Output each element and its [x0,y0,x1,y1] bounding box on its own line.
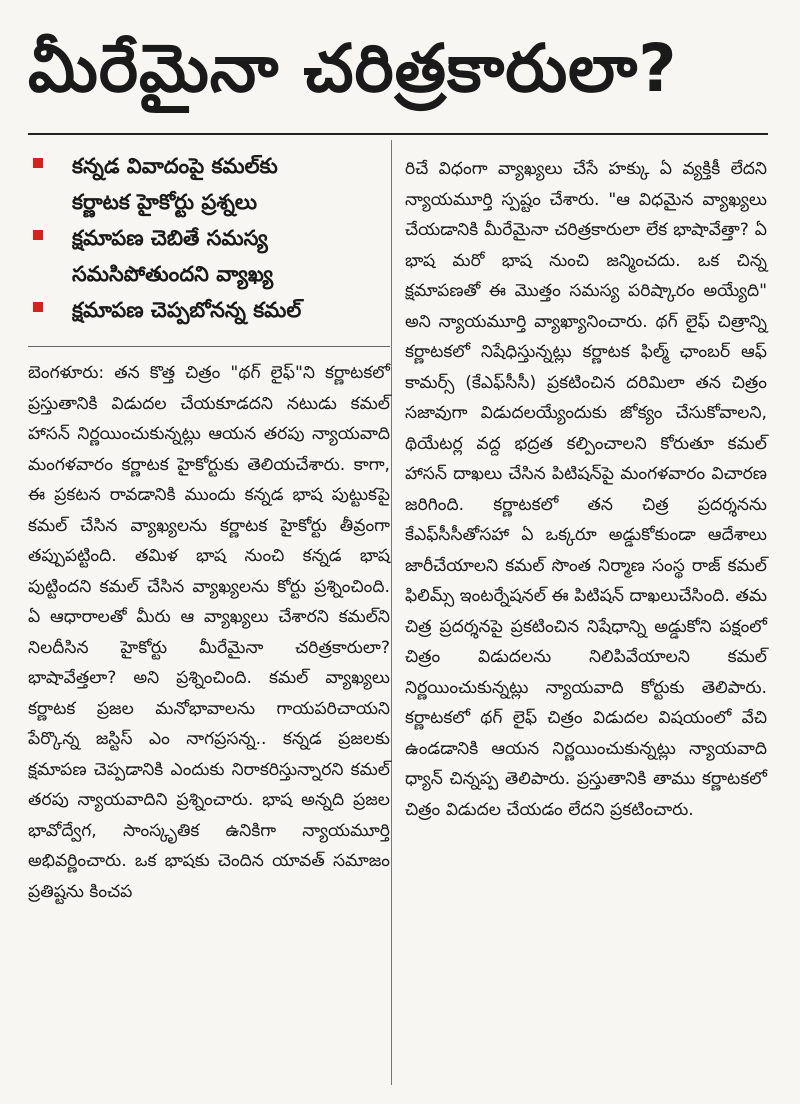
bullet-item [28,292,390,328]
bullet-item [28,220,390,292]
headline-rule [28,133,768,135]
bullet-line: క్షమాపణ చెబితే సమస్య [72,226,268,250]
article-body-left: బెంగళూరు: తన కొత్త చిత్రం "థగ్ లైఫ్"ని కర్ణాటకలో ప్రస్తుతానికి విడుదల చేయకూడదని నటుడు కమల్ హాసన్ నిర్ణయించుకున్నట్లు ఆయన తరపు న్యాయవాది మంగళవారం కర్ణాటక హైకోర్టుకు తెలియచేశారు. కాగా, ఈ ప్రకటన రావడానికి ముందు కన్నడ భాష పుట్టుకపై కమల్ చేసిన వ్యాఖ్యలను కర్ణాటక హైకోర్టు తీవ్రంగా తప్పుపట్టింది. తమిళ భాష నుంచి కన్నడ భాష పుట్టిందని కమల్ చేసిన వ్యాఖ్యలను కోర్టు ప్రశ్నించింది. ఏ ఆధారాలతో మీరు ఆ వ్యాఖ్యలు చేశారని కమల్‌ని నిలదీసిన హైకోర్టు మీరేమైనా చరిత్రకారులా? భాషావేత్తలా? అని ప్రశ్నించింది. కమల్ వ్యాఖ్యలు కర్ణాటక ప్రజల మనోభావాలను గాయపరిచాయని పేర్కొన్న జస్టిస్ ఎం నాగప్రసన్న.. కన్నడ ప్రజలకు క్షమాపణ చెప్పడానికి ఎందుకు నిరాకరిస్తున్నారని కమల్ తరపు న్యాయవాదిని ప్రశ్నించారు. భాష అన్నది ప్రజల భావోద్వేగ, సాంస్కృతిక ఉనికిగా న్యాయమూర్తి అభివర్ణించారు. ఒక భాషకు చెందిన యావత్ సమాజం ప్రతిష్టను కించప [28,363,390,902]
bullet-line: క్షమాపణ చెప్పబోనన్న కమల్ [72,298,302,322]
highlight-bullets [28,148,390,328]
square-bullet-icon [33,158,43,168]
column-divider [391,140,392,1085]
bullet-item [28,148,390,220]
bullets-rule [28,346,390,347]
square-bullet-icon [33,230,43,240]
bullet-line: సమసిపోతుందని వ్యాఖ్య [72,262,274,286]
bullet-line: కర్ణాటక హైకోర్టు ప్రశ్నలు [72,190,258,214]
article-body-right: రిచే విధంగా వ్యాఖ్యలు చేసే హక్కు ఏ వ్యక్తికీ లేదని న్యాయమూర్తి స్పష్టం చేశారు. "ఆ విధమైన వ్యాఖ్యలు చేయడానికి మీరేమైనా చరిత్రకారులా లేక భాషావేత్తా? ఏ భాష మరో భాష నుంచి జన్మించదు. ఒక చిన్న క్షమాపణతో ఈ మొత్తం సమస్య పరిష్కారం అయ్యేది" అని న్యాయమూర్తి వ్యాఖ్యానించారు. థగ్ లైఫ్ చిత్రాన్ని కర్ణాటకలో నిషేధిస్తున్నట్లు కర్ణాటక ఫిల్మ్ ఛాంబర్ ఆఫ్ కామర్స్ (కేఎఫ్‌సీసీ) ప్రకటించిన దరిమిలా తన చిత్రం సజావుగా విడుదలయ్యేందుకు జోక్యం చేసుకోవాలని, థియేటర్ల వద్ద భద్రత కల్పించాలని కోరుతూ కమల్ హాసన్ దాఖలు చేసిన పిటిషన్‌పై మంగళవారం విచారణ జరిగింది. కర్ణాటకలో తన చిత్ర ప్రదర్శనను కేఎఫ్‌సీసీతోసహా ఏ ఒక్కరూ అడ్డుకోకుండా ఆదేశాలు జారీచేయాలని కమల్ సొంత నిర్మాణ సంస్థ రాజ్ కమల్ ఫిలిమ్స్ ఇంటర్నేషనల్ ఈ పిటిషన్ దాఖలుచేసింది. తమ చిత్ర ప్రదర్శనపై ప్రకటించిన నిషేధాన్ని అడ్డుకోని పక్షంలో చిత్రం విడుదలను నిలిపివేయాలని కమల్ నిర్ణయించుకున్నట్లు న్యాయవాది కోర్టుకు తెలిపారు. కర్ణాటకలో థగ్ లైఫ్ చిత్రం విడుదల విషయంలో వేచి ఉండడానికి ఆయన నిర్ణయించుకున్నట్లు న్యాయవాది ధ్యాన్ చిన్నప్ప తెలిపారు. ప్రస్తుతానికి తాము కర్ణాటకలో చిత్రం విడుదల చేయడం లేదని ప్రకటించారు. [405,159,767,820]
bullet-line: కన్నడ వివాదంపై కమల్‌కు [72,154,278,178]
headline: మీరేమైనా చరిత్రకారులా? [28,30,678,107]
left-column [28,148,390,907]
square-bullet-icon [33,302,43,312]
right-column [405,154,767,825]
